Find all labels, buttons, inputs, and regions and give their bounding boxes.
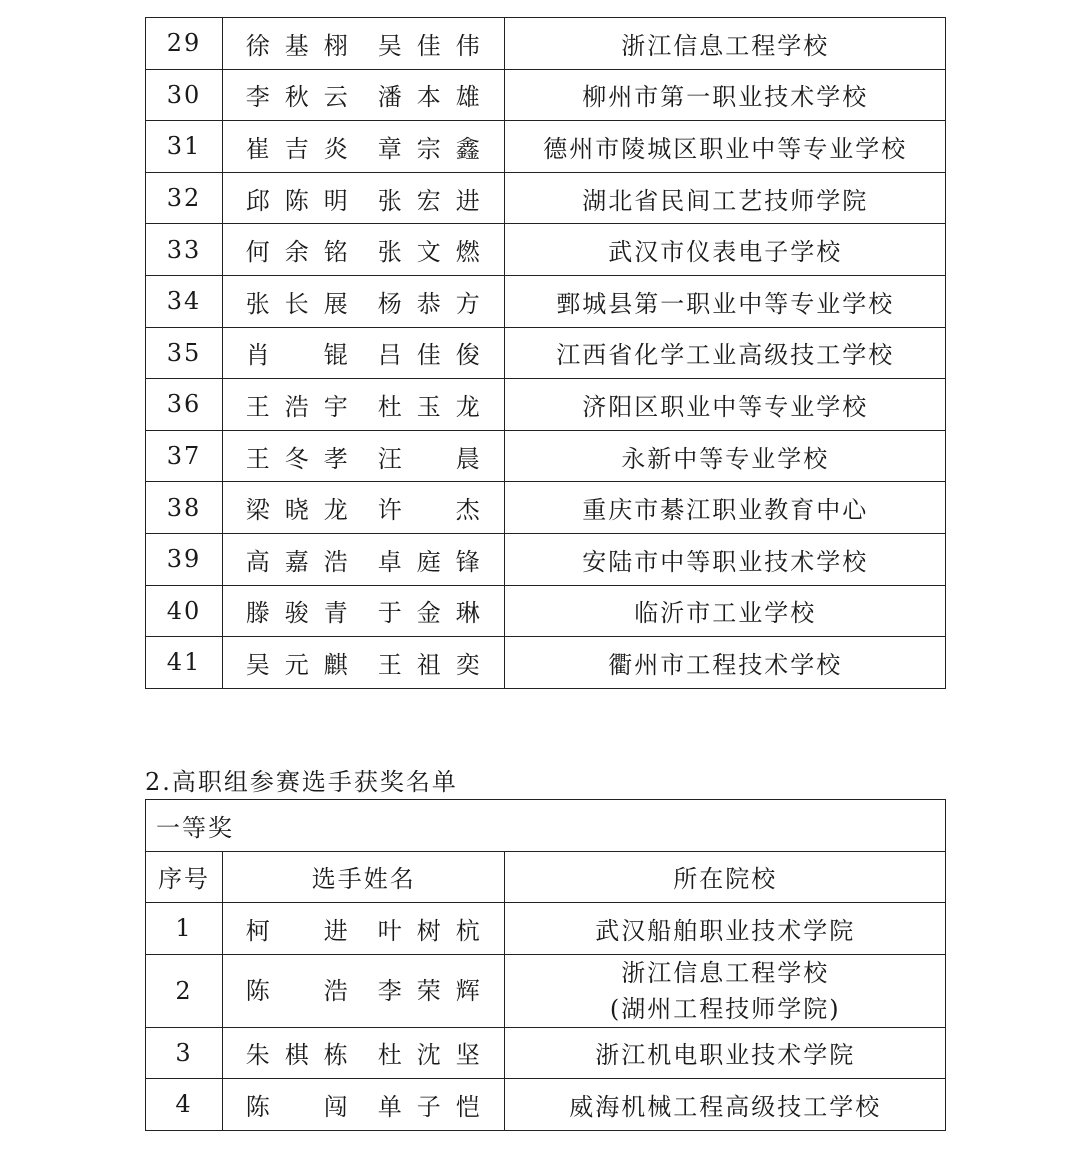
award-level: 一等奖 bbox=[146, 800, 946, 852]
contestant-name: 单子恺 bbox=[377, 1092, 482, 1121]
contestant-name: 徐基栩 bbox=[245, 31, 350, 60]
row-number: 35 bbox=[146, 327, 223, 379]
contestant-name: 于金琳 bbox=[377, 599, 482, 628]
table-row bbox=[146, 585, 946, 637]
contestant-name: 李荣辉 bbox=[377, 976, 482, 1005]
school-name bbox=[505, 275, 946, 327]
contestant-names bbox=[223, 637, 505, 689]
contestant-names bbox=[223, 18, 505, 70]
school-name bbox=[505, 903, 946, 955]
row-number: 2 bbox=[146, 954, 223, 1027]
table-row bbox=[146, 954, 946, 1027]
table-row bbox=[146, 482, 946, 534]
row-number: 34 bbox=[146, 275, 223, 327]
contestant-names bbox=[223, 903, 505, 955]
table-row bbox=[146, 430, 946, 482]
header-num: 序号 bbox=[146, 851, 223, 903]
row-number: 36 bbox=[146, 379, 223, 431]
school-line: 浙江信息工程学校 bbox=[621, 31, 830, 60]
school-line: 济阳区职业中等专业学校 bbox=[582, 392, 869, 421]
contestant-name: 章宗鑫 bbox=[377, 134, 482, 163]
row-number: 38 bbox=[146, 482, 223, 534]
contestant-name: 杜沈坚 bbox=[377, 1041, 482, 1070]
school-line: 柳州市第一职业技术学校 bbox=[582, 83, 869, 112]
contestant-names bbox=[223, 430, 505, 482]
table-row bbox=[146, 533, 946, 585]
contestant-names bbox=[223, 533, 505, 585]
contestant-name: 陈浩 bbox=[245, 976, 350, 1005]
award-level-row bbox=[146, 800, 946, 852]
school-line: 武汉市仪表电子学校 bbox=[608, 238, 843, 267]
contestant-name: 王浩宇 bbox=[245, 392, 350, 421]
header-school: 所在院校 bbox=[505, 851, 946, 903]
school-name bbox=[505, 379, 946, 431]
contestant-names bbox=[223, 482, 505, 534]
school-name bbox=[505, 121, 946, 173]
contestant-name: 卓庭锋 bbox=[377, 547, 482, 576]
row-number: 29 bbox=[146, 18, 223, 70]
school-line: 威海机械工程高级技工学校 bbox=[569, 1092, 882, 1121]
contestant-names bbox=[223, 1027, 505, 1079]
school-line: 衢州市工程技术学校 bbox=[608, 650, 843, 679]
school-name bbox=[505, 1079, 946, 1131]
contestant-name: 张宏进 bbox=[377, 186, 482, 215]
row-number: 1 bbox=[146, 903, 223, 955]
school-name bbox=[505, 637, 946, 689]
school-name bbox=[505, 430, 946, 482]
contestant-name: 吴佳伟 bbox=[377, 31, 482, 60]
school-name bbox=[505, 172, 946, 224]
school-name bbox=[505, 18, 946, 70]
table-row bbox=[146, 172, 946, 224]
table-row bbox=[146, 18, 946, 70]
row-number: 37 bbox=[146, 430, 223, 482]
school-line: 浙江机电职业技术学院 bbox=[595, 1041, 856, 1070]
table-row bbox=[146, 1027, 946, 1079]
header-names: 选手姓名 bbox=[223, 851, 505, 903]
header-row bbox=[146, 851, 946, 903]
school-name bbox=[505, 69, 946, 121]
contestant-name: 杨恭方 bbox=[377, 289, 482, 318]
contestant-name: 邱陈明 bbox=[245, 186, 350, 215]
contestant-name: 肖锟 bbox=[245, 341, 350, 370]
contestant-name: 杜玉龙 bbox=[377, 392, 482, 421]
contestant-name: 张文燃 bbox=[377, 238, 482, 267]
contestant-names bbox=[223, 172, 505, 224]
contestant-names bbox=[223, 327, 505, 379]
contestant-name: 崔吉炎 bbox=[245, 134, 350, 163]
contestant-name: 李秋云 bbox=[245, 83, 350, 112]
contestant-name: 叶树杭 bbox=[377, 916, 482, 945]
awards-table-continued bbox=[145, 17, 946, 689]
school-line: 安陆市中等职业技术学校 bbox=[582, 547, 869, 576]
contestant-name: 吴元麒 bbox=[245, 650, 350, 679]
table-row bbox=[146, 903, 946, 955]
contestant-name: 高嘉浩 bbox=[245, 547, 350, 576]
row-number: 40 bbox=[146, 585, 223, 637]
row-number: 31 bbox=[146, 121, 223, 173]
contestant-name: 朱棋栋 bbox=[245, 1041, 350, 1070]
row-number: 3 bbox=[146, 1027, 223, 1079]
table-row bbox=[146, 121, 946, 173]
table-row bbox=[146, 637, 946, 689]
table-row bbox=[146, 69, 946, 121]
contestant-name: 张长展 bbox=[245, 289, 350, 318]
row-number: 41 bbox=[146, 637, 223, 689]
table-row bbox=[146, 327, 946, 379]
contestant-name: 王祖奕 bbox=[377, 650, 482, 679]
contestant-names bbox=[223, 69, 505, 121]
contestant-name: 潘本雄 bbox=[377, 83, 482, 112]
awards-table-higher-vocational bbox=[145, 799, 946, 1131]
school-line: 重庆市綦江职业教育中心 bbox=[582, 496, 869, 525]
contestant-name: 吕佳俊 bbox=[377, 341, 482, 370]
row-number: 32 bbox=[146, 172, 223, 224]
row-number: 30 bbox=[146, 69, 223, 121]
table-row bbox=[146, 379, 946, 431]
contestant-name: 何余铭 bbox=[245, 238, 350, 267]
table-row bbox=[146, 1079, 946, 1131]
contestant-name: 柯进 bbox=[245, 916, 350, 945]
contestant-names bbox=[223, 1079, 505, 1131]
school-name bbox=[505, 533, 946, 585]
row-number: 33 bbox=[146, 224, 223, 276]
school-name bbox=[505, 224, 946, 276]
contestant-name: 王冬孝 bbox=[245, 444, 350, 473]
school-line-secondary: (湖州工程技师学院) bbox=[609, 994, 841, 1023]
contestant-names bbox=[223, 121, 505, 173]
contestant-names bbox=[223, 224, 505, 276]
contestant-names bbox=[223, 954, 505, 1027]
school-name bbox=[505, 585, 946, 637]
school-name bbox=[505, 327, 946, 379]
contestant-names bbox=[223, 585, 505, 637]
section-title: 2.高职组参赛选手获奖名单 bbox=[145, 768, 458, 796]
contestant-names bbox=[223, 379, 505, 431]
school-name bbox=[505, 954, 946, 1027]
contestant-name: 梁晓龙 bbox=[245, 496, 350, 525]
school-line: 武汉船舶职业技术学院 bbox=[595, 916, 856, 945]
school-line: 浙江信息工程学校 bbox=[621, 958, 830, 987]
school-line: 德州市陵城区职业中等专业学校 bbox=[543, 134, 908, 163]
school-line: 江西省化学工业高级技工学校 bbox=[556, 341, 895, 370]
contestant-name: 许杰 bbox=[377, 496, 482, 525]
school-name bbox=[505, 482, 946, 534]
contestant-name: 滕骏青 bbox=[245, 599, 350, 628]
row-number: 39 bbox=[146, 533, 223, 585]
table-row bbox=[146, 275, 946, 327]
contestant-name: 汪晨 bbox=[377, 444, 482, 473]
table-row bbox=[146, 224, 946, 276]
row-number: 4 bbox=[146, 1079, 223, 1131]
contestant-name: 陈闯 bbox=[245, 1092, 350, 1121]
school-line: 鄄城县第一职业中等专业学校 bbox=[556, 289, 895, 318]
school-line: 临沂市工业学校 bbox=[634, 599, 817, 628]
contestant-names bbox=[223, 275, 505, 327]
school-line: 永新中等专业学校 bbox=[621, 444, 830, 473]
school-line: 湖北省民间工艺技师学院 bbox=[582, 186, 869, 215]
school-name bbox=[505, 1027, 946, 1079]
